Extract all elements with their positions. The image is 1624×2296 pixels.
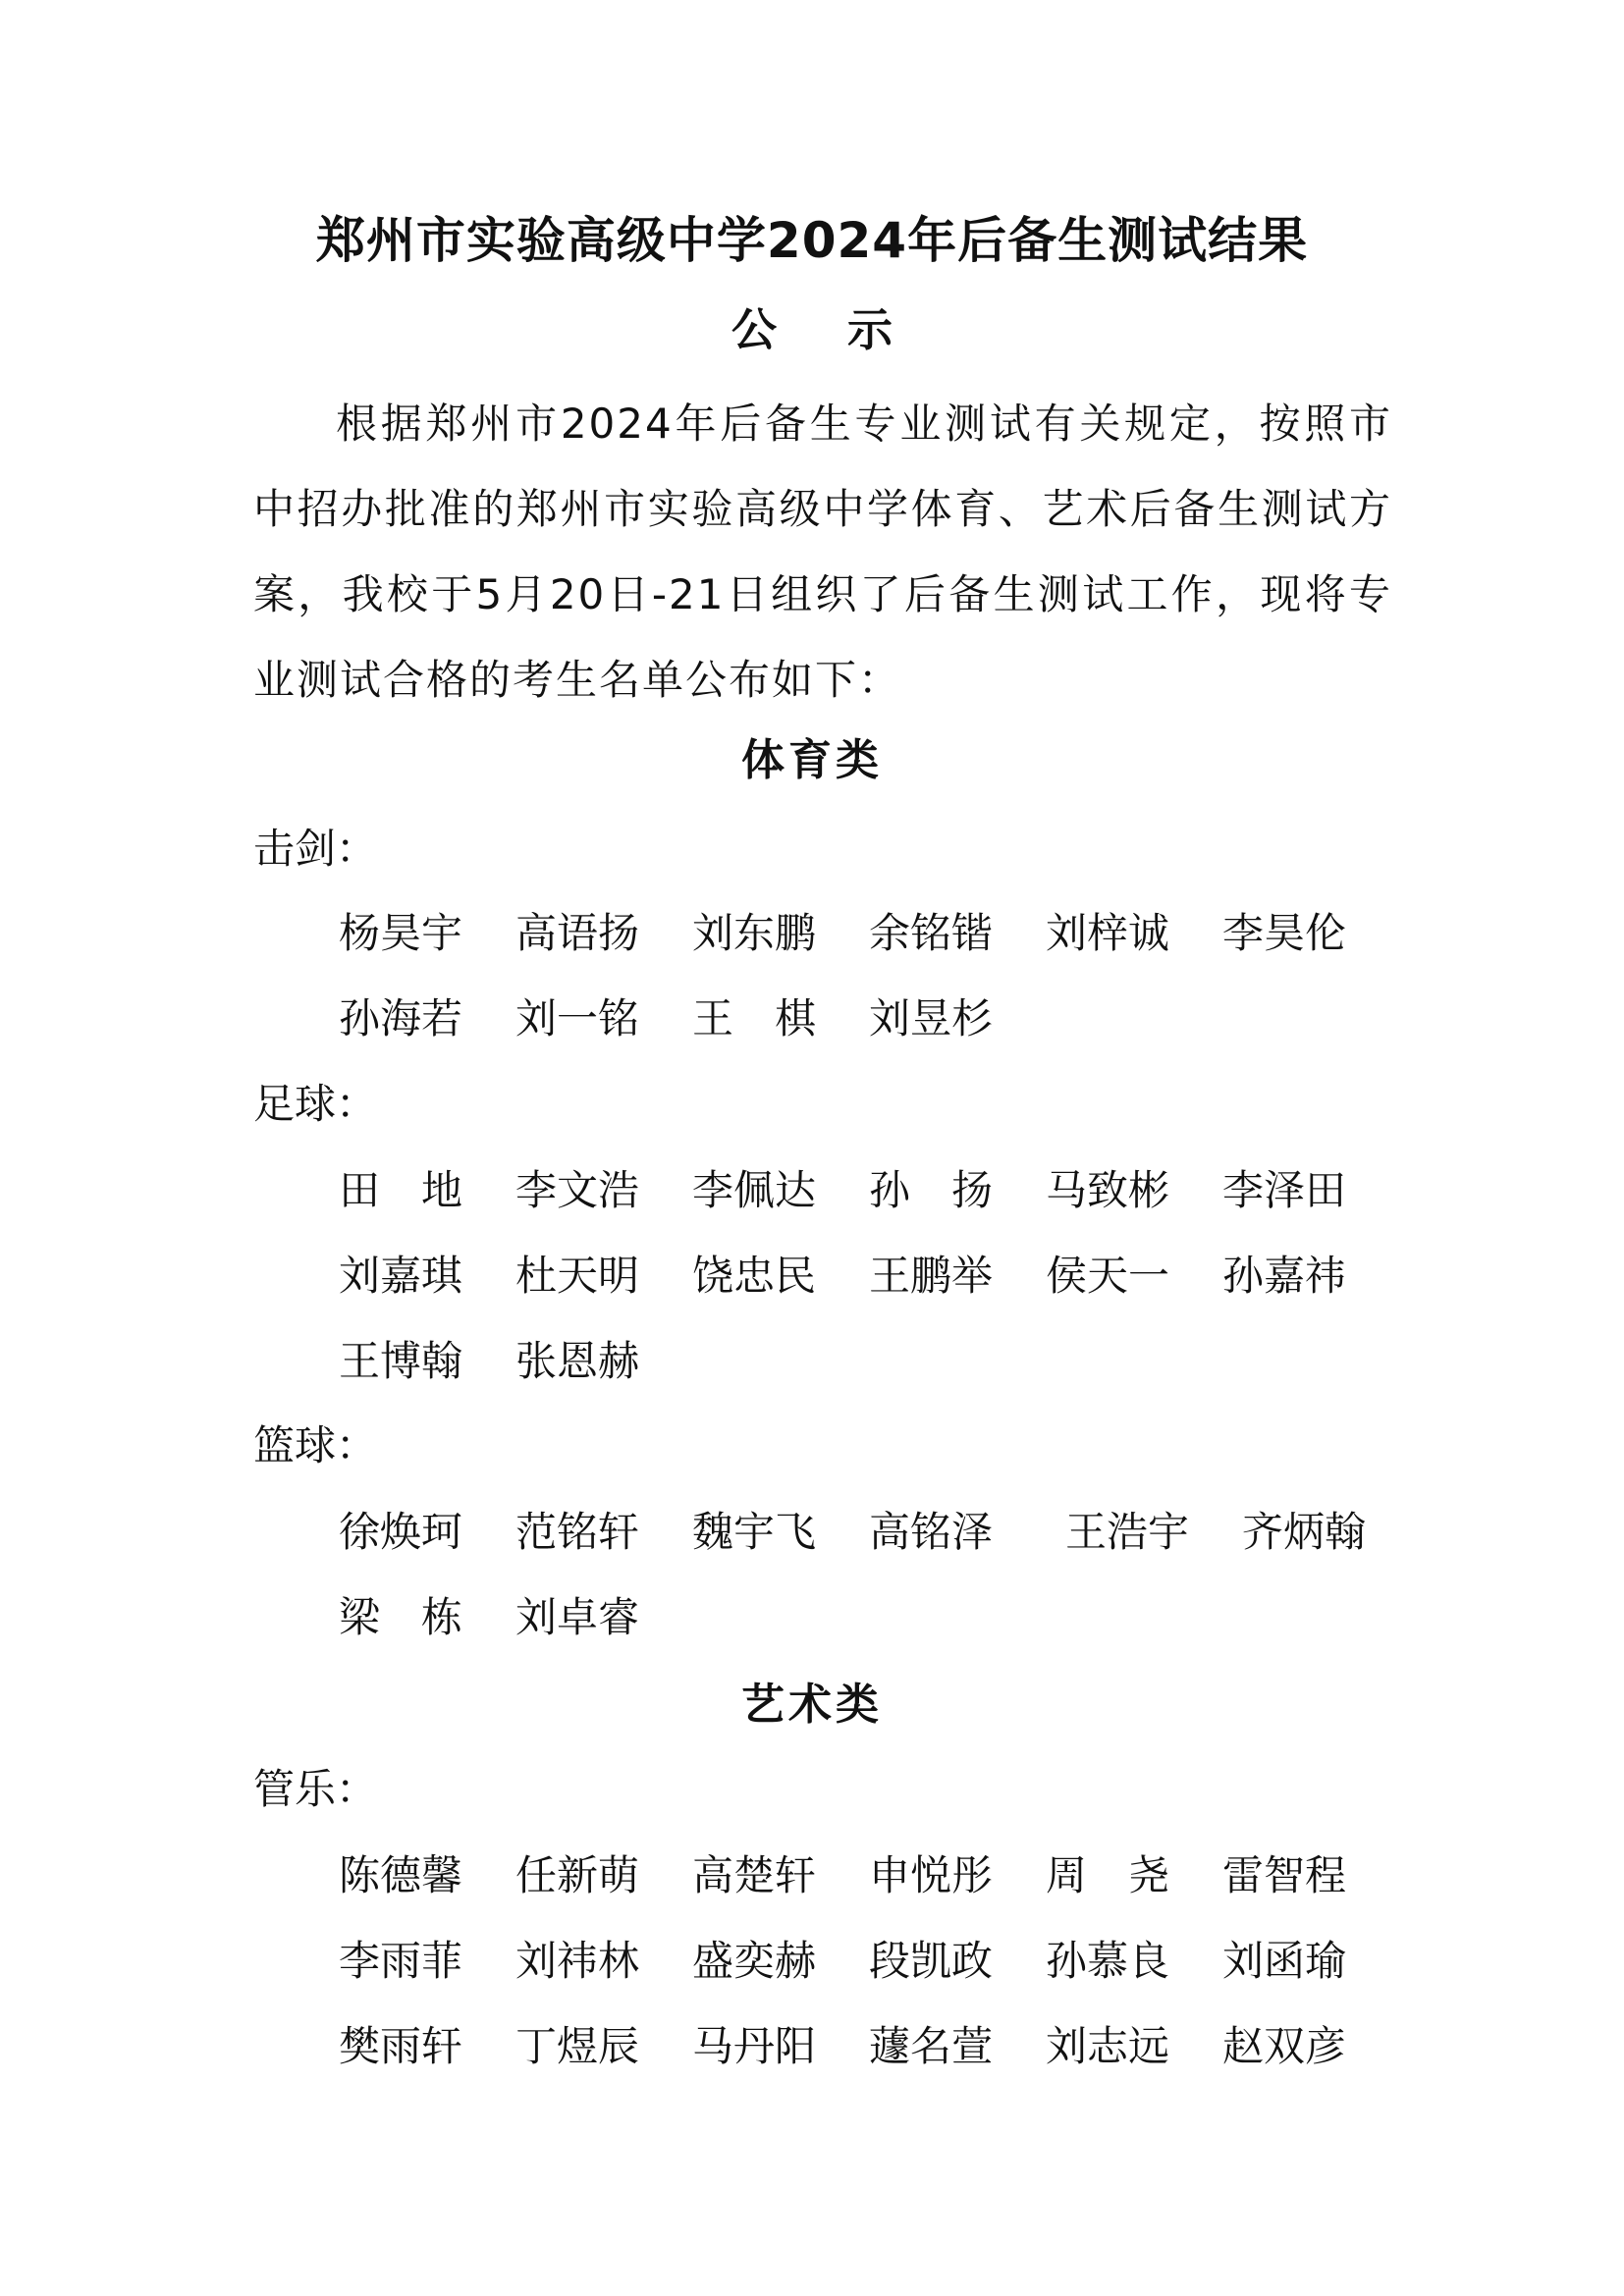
student-name: 范铭轩 — [515, 1508, 640, 1556]
student-name: 刘函瑜 — [1222, 1937, 1347, 1985]
student-name: 高楚轩 — [692, 1851, 817, 1899]
wind-label: 管乐： — [253, 1765, 378, 1813]
student-name: 丁煜辰 — [515, 2022, 640, 2070]
student-name: 盛奕赫 — [692, 1937, 817, 1985]
student-name: 马丹阳 — [692, 2022, 817, 2070]
student-name: 杨昊宇 — [339, 909, 463, 957]
student-name: 周 尧 — [1046, 1851, 1170, 1899]
arts-heading: 艺术类 — [741, 1680, 883, 1730]
student-name: 申悦彤 — [869, 1851, 994, 1899]
student-name: 杜天明 — [515, 1252, 640, 1300]
student-name: 刘嘉琪 — [339, 1252, 463, 1300]
student-name: 刘昱杉 — [869, 994, 994, 1042]
student-name: 马致彬 — [1046, 1166, 1170, 1214]
student-name: 侯天一 — [1046, 1252, 1170, 1300]
student-name: 李泽田 — [1222, 1166, 1347, 1214]
student-name: 雷智程 — [1222, 1851, 1347, 1899]
student-name: 刘东鹏 — [692, 909, 817, 957]
student-name: 段凯政 — [869, 1937, 994, 1985]
student-name: 孙嘉祎 — [1222, 1252, 1347, 1300]
student-name: 张恩赫 — [515, 1337, 640, 1385]
student-name: 樊雨轩 — [339, 2022, 463, 2070]
student-name: 陈德馨 — [339, 1851, 463, 1899]
student-name: 李佩达 — [692, 1166, 817, 1214]
student-name: 刘一铭 — [515, 994, 640, 1042]
student-name: 刘志远 — [1046, 2022, 1170, 2070]
student-name: 任新萌 — [515, 1851, 640, 1899]
student-name: 魏宇飞 — [692, 1508, 817, 1556]
document-subtitle: 公 示 — [731, 303, 920, 356]
student-name: 赵双彦 — [1222, 2022, 1347, 2070]
student-name: 李雨菲 — [339, 1937, 463, 1985]
student-name: 李昊伦 — [1222, 909, 1347, 957]
student-name: 孙海若 — [339, 994, 463, 1042]
student-name: 刘祎林 — [515, 1937, 640, 1985]
student-name: 刘卓睿 — [515, 1593, 640, 1641]
student-name: 齐炳翰 — [1242, 1508, 1367, 1556]
student-name: 孙 扬 — [869, 1166, 994, 1214]
intro-paragraph: 根据郑州市2024年后备生专业测试有关规定，按照市中招办批准的郑州市实验高级中学体育、艺术后备生测试方案，我校于5月20日-21日组织了后备生测试工作，现将专业测试合格的考生名单公布如下： — [253, 400, 1392, 704]
document-title: 郑州市实验高级中学2024年后备生测试结果 — [315, 212, 1309, 269]
football-label: 足球： — [253, 1080, 378, 1128]
student-name: 梁 栋 — [339, 1593, 463, 1641]
student-name: 高语扬 — [515, 909, 640, 957]
student-name: 蘧名萱 — [869, 2022, 994, 2070]
student-name: 王 棋 — [692, 994, 817, 1042]
student-name: 余铭锴 — [869, 909, 994, 957]
student-name: 高铭泽 — [869, 1508, 994, 1556]
sports-heading: 体育类 — [741, 735, 883, 785]
student-name: 孙慕良 — [1046, 1937, 1170, 1985]
student-name: 徐焕珂 — [339, 1508, 463, 1556]
student-name: 刘梓诚 — [1046, 909, 1170, 957]
student-name: 王浩宇 — [1065, 1508, 1190, 1556]
student-name: 王博翰 — [339, 1337, 463, 1385]
fencing-label: 击剑： — [253, 825, 378, 873]
student-name: 王鹏举 — [869, 1252, 994, 1300]
student-name: 饶忠民 — [692, 1252, 817, 1300]
student-name: 田 地 — [339, 1166, 463, 1214]
student-name: 李文浩 — [515, 1166, 640, 1214]
basketball-label: 篮球： — [253, 1421, 378, 1469]
